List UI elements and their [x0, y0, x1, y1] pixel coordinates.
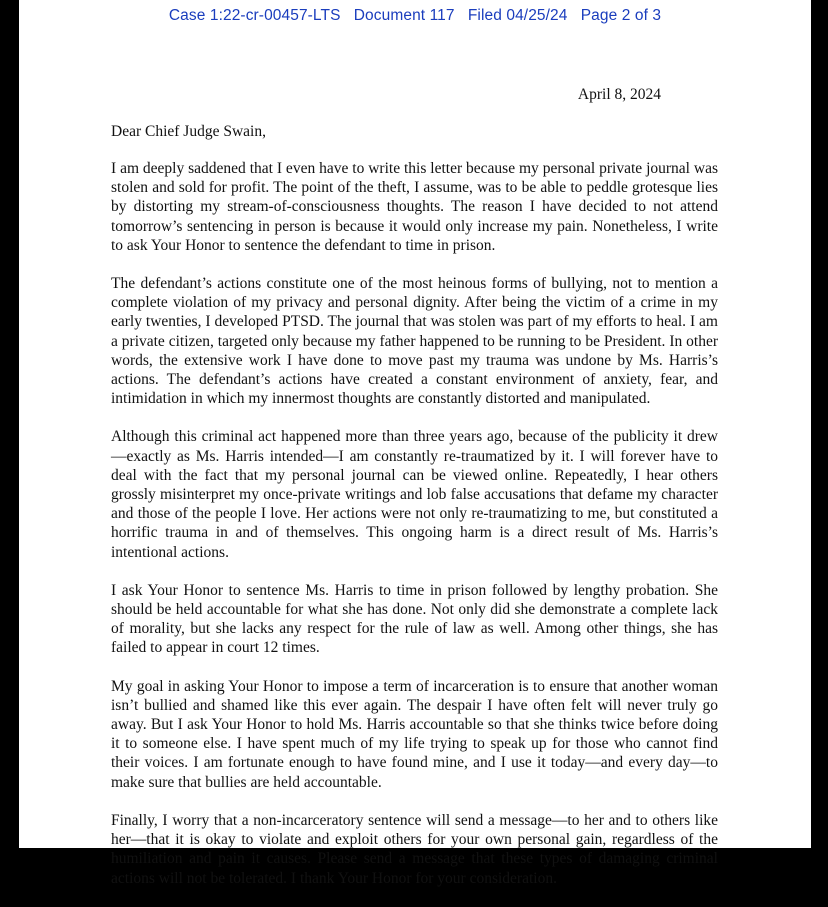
document-page — [19, 0, 811, 887]
document-number: Document 117 — [353, 7, 455, 24]
paragraph: I ask Your Honor to sentence Ms. Harris to time in prison followed by lengthy probation. She should be held accountable for what she has done. Not only did she demonstrate a complete lack of morality, but she lacks any respect for the rule of law as well. Among other things, she has failed to appear in court 12 times. — [111, 581, 718, 657]
letter-body — [111, 159, 718, 907]
paragraph: I am deeply saddened that I even have to write this letter because my personal private journal was stolen and sold for profit. The point of the theft, I assume, was to be able to peddle grotesque lies by distorting my stream-of-consciousness thoughts. The reason I have decided to not attend tomorrow’s sentencing in person is because it would only increase my pain. Nonetheless, I write to ask Your Honor to sentence the defendant to time in prison. — [111, 160, 718, 254]
court-filing-header — [19, 7, 811, 25]
page-indicator: Page 2 of 3 — [580, 7, 662, 24]
letter-date: April 8, 2024 — [577, 86, 661, 103]
paragraph: Finally, I worry that a non-incarceratory sentence will send a message—to her and to others like her—that it is okay to violate and exploit others for your own personal gain, regardless of the humiliation and pain it causes. Please send a message that these types of damaging criminal actions will not be tolerated. I thank Your Honor for your consideration. — [111, 811, 718, 887]
paragraph: My goal in asking Your Honor to impose a term of incarceration is to ensure that another woman isn’t bullied and shamed like this ever again. The despair I have often felt will never truly go away. But I ask Your Honor to hold Ms. Harris accountable so that she thinks twice before doing it to someone else. I have spent much of my life trying to speak up for those who cannot find their voices. I am fortunate enough to have found mine, and I use it today—and every day—to make sure that bullies are held accountable. — [111, 677, 718, 791]
letter-salutation: Dear Chief Judge Swain, — [111, 123, 266, 140]
filed-date: Filed 04/25/24 — [467, 7, 568, 24]
case-number: Case 1:22-cr-00457-LTS — [168, 7, 341, 24]
paragraph: Although this criminal act happened more than three years ago, because of the publicity it drew—exactly as Ms. Harris intended—I am constantly re-traumatized by it. I will forever have to deal with the fact that my personal journal can be viewed online. Repeatedly, I hear others grossly misinterpret my once-private writings and lob false accusations that defame my character and those of the people I love. Her actions were not only re-traumatizing to me, but constituted a horrific trauma in and of themselves. This ongoing harm is a direct result of Ms. Harris’s intentional actions. — [111, 428, 718, 561]
paragraph: The defendant’s actions constitute one of the most heinous forms of bullying, not to mention a complete violation of my privacy and personal dignity. After being the victim of a crime in my early twenties, I developed PTSD. The journal that was stolen was part of my efforts to heal. I am a private citizen, targeted only because my father happened to be running to be President. In other words, the extensive work I have done to move past my trauma was undone by Ms. Harris’s actions. The defendant’s actions have created a constant environment of anxiety, fear, and intimidation in which my innermost thoughts are constantly distorted and manipulated. — [111, 275, 718, 408]
